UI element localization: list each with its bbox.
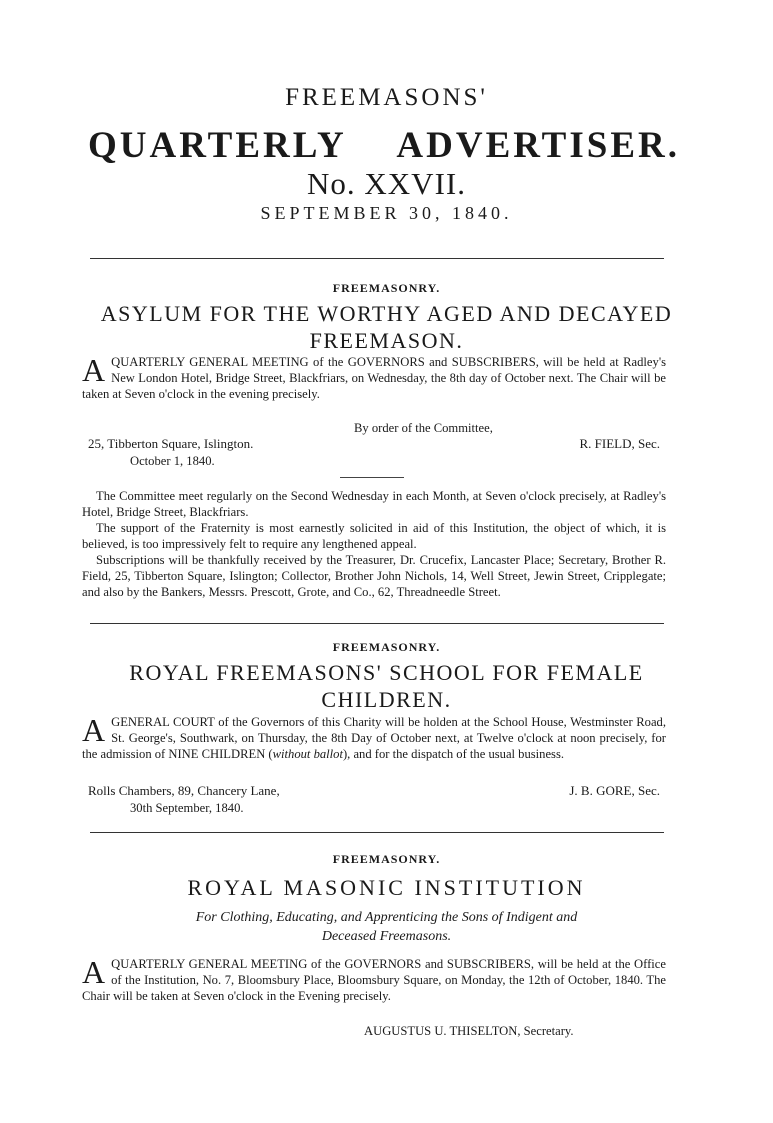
notice1-para2: The Committee meet regularly on the Second Wednesday in each Month, at Seven o'clock precisely, at Radley's Hotel, Bridge Street, Blackfriars. xyxy=(82,489,666,520)
masthead-subtitle-right: ADVERTISER. xyxy=(396,125,680,166)
notice3-section-label: FREEMASONRY. xyxy=(332,852,441,866)
notice3-heading: ROYAL MASONIC INSTITUTION xyxy=(187,875,586,900)
notice2-sign-row xyxy=(88,783,660,799)
notice1-para3: The support of the Fraternity is most earnestly solicited in aid of this Institution, the object of which, it is believed, is too impressively felt to require any lengthened appeal. xyxy=(82,521,666,552)
notice3-body xyxy=(82,956,666,1005)
divider-rule xyxy=(90,623,664,624)
notice2-heading: ROYAL FREEMASONS' SCHOOL FOR FEMALE xyxy=(129,660,644,685)
notice2-body-text-b: ), and for the dispatch of the usual business. xyxy=(342,747,565,762)
masthead-subtitle xyxy=(88,124,680,167)
notice1-dropcap: A xyxy=(82,352,106,388)
notice1-body-text: QUARTERLY GENERAL MEETING of the GOVERNORS and SUBSCRIBERS, will be held at Radley's New London Hotel, Bridge Street, Blackfriars, on Wednesday, the 8th day of October next. The Chair will be taken at Seven o'clock in the evening precisely. xyxy=(82,355,666,402)
notice1-address: 25, Tibberton Square, Islington. xyxy=(88,436,254,451)
notice3-dropcap: A xyxy=(82,954,106,990)
notice1-dated: October 1, 1840. xyxy=(130,454,215,468)
notice2-address: Rolls Chambers, 89, Chancery Lane, xyxy=(88,783,280,798)
notice1-short-rule xyxy=(340,477,404,478)
notice2-body-text-a: GENERAL COURT of the Governors of this Charity will be holden at the School House, Westminster Road, St. George's, Southwark, on Thursday, the 8th Day of October next, at Twelve o'clock at noon precisely, for the admission of NINE CHILDREN ( xyxy=(82,715,666,762)
notice2-heading-cont: CHILDREN. xyxy=(321,687,452,712)
notice1-by-order: By order of the Committee, xyxy=(354,421,493,435)
notice2-body xyxy=(82,714,666,763)
notice3-subheading: For Clothing, Educating, and Apprenticing the Sons of Indigent and xyxy=(195,910,578,925)
notice2-signature: J. B. GORE, Sec. xyxy=(569,783,660,798)
notice2-dated: 30th September, 1840. xyxy=(130,801,244,815)
notice3-body-text: QUARTERLY GENERAL MEETING of the GOVERNORS and SUBSCRIBERS, will be held at the Office of the Institution, No. 7, Bloomsbury Place, Bloomsbury Square, on Monday, the 12th of October, 1840. The Chair will be taken at Seven o'clock in the Evening precisely. xyxy=(82,957,666,1004)
notice1-signature: R. FIELD, Sec. xyxy=(579,436,660,451)
masthead-subtitle-left: QUARTERLY xyxy=(88,125,347,166)
masthead-title: FREEMASONS' xyxy=(285,84,488,111)
notice1-para4: Subscriptions will be thankfully received by the Treasurer, Dr. Crucefix, Lancaster Place; Secretary, Brother R. Field, 25, Tibberton Square, Islington; Collector, Brother John Nichols, 14, Well Street, Jewin Street, Cripplegate; and also by the Bankers, Messrs. Prescott, Grote, and Co., 62, Threadneedle Street. xyxy=(82,553,666,600)
notice1-heading: ASYLUM FOR THE WORTHY AGED AND DECAYED xyxy=(100,301,673,326)
issue-number: No. XXVII. xyxy=(307,166,466,201)
notice2-body-italic: without ballot xyxy=(272,747,343,762)
notice1-heading-cont: FREEMASON. xyxy=(309,328,464,353)
divider-rule xyxy=(90,832,664,833)
notice3-subheading-cont: Deceased Freemasons. xyxy=(321,929,452,944)
notice1-body xyxy=(82,354,666,403)
notice1-sign-row xyxy=(88,436,660,452)
divider-rule xyxy=(90,258,664,259)
notice2-section-label: FREEMASONRY. xyxy=(332,640,441,654)
notice1-section-label: FREEMASONRY. xyxy=(332,281,441,295)
notice3-signature: AUGUSTUS U. THISELTON, Secretary. xyxy=(364,1024,574,1038)
notice2-dropcap: A xyxy=(82,712,106,748)
issue-date: SEPTEMBER 30, 1840. xyxy=(260,203,513,223)
